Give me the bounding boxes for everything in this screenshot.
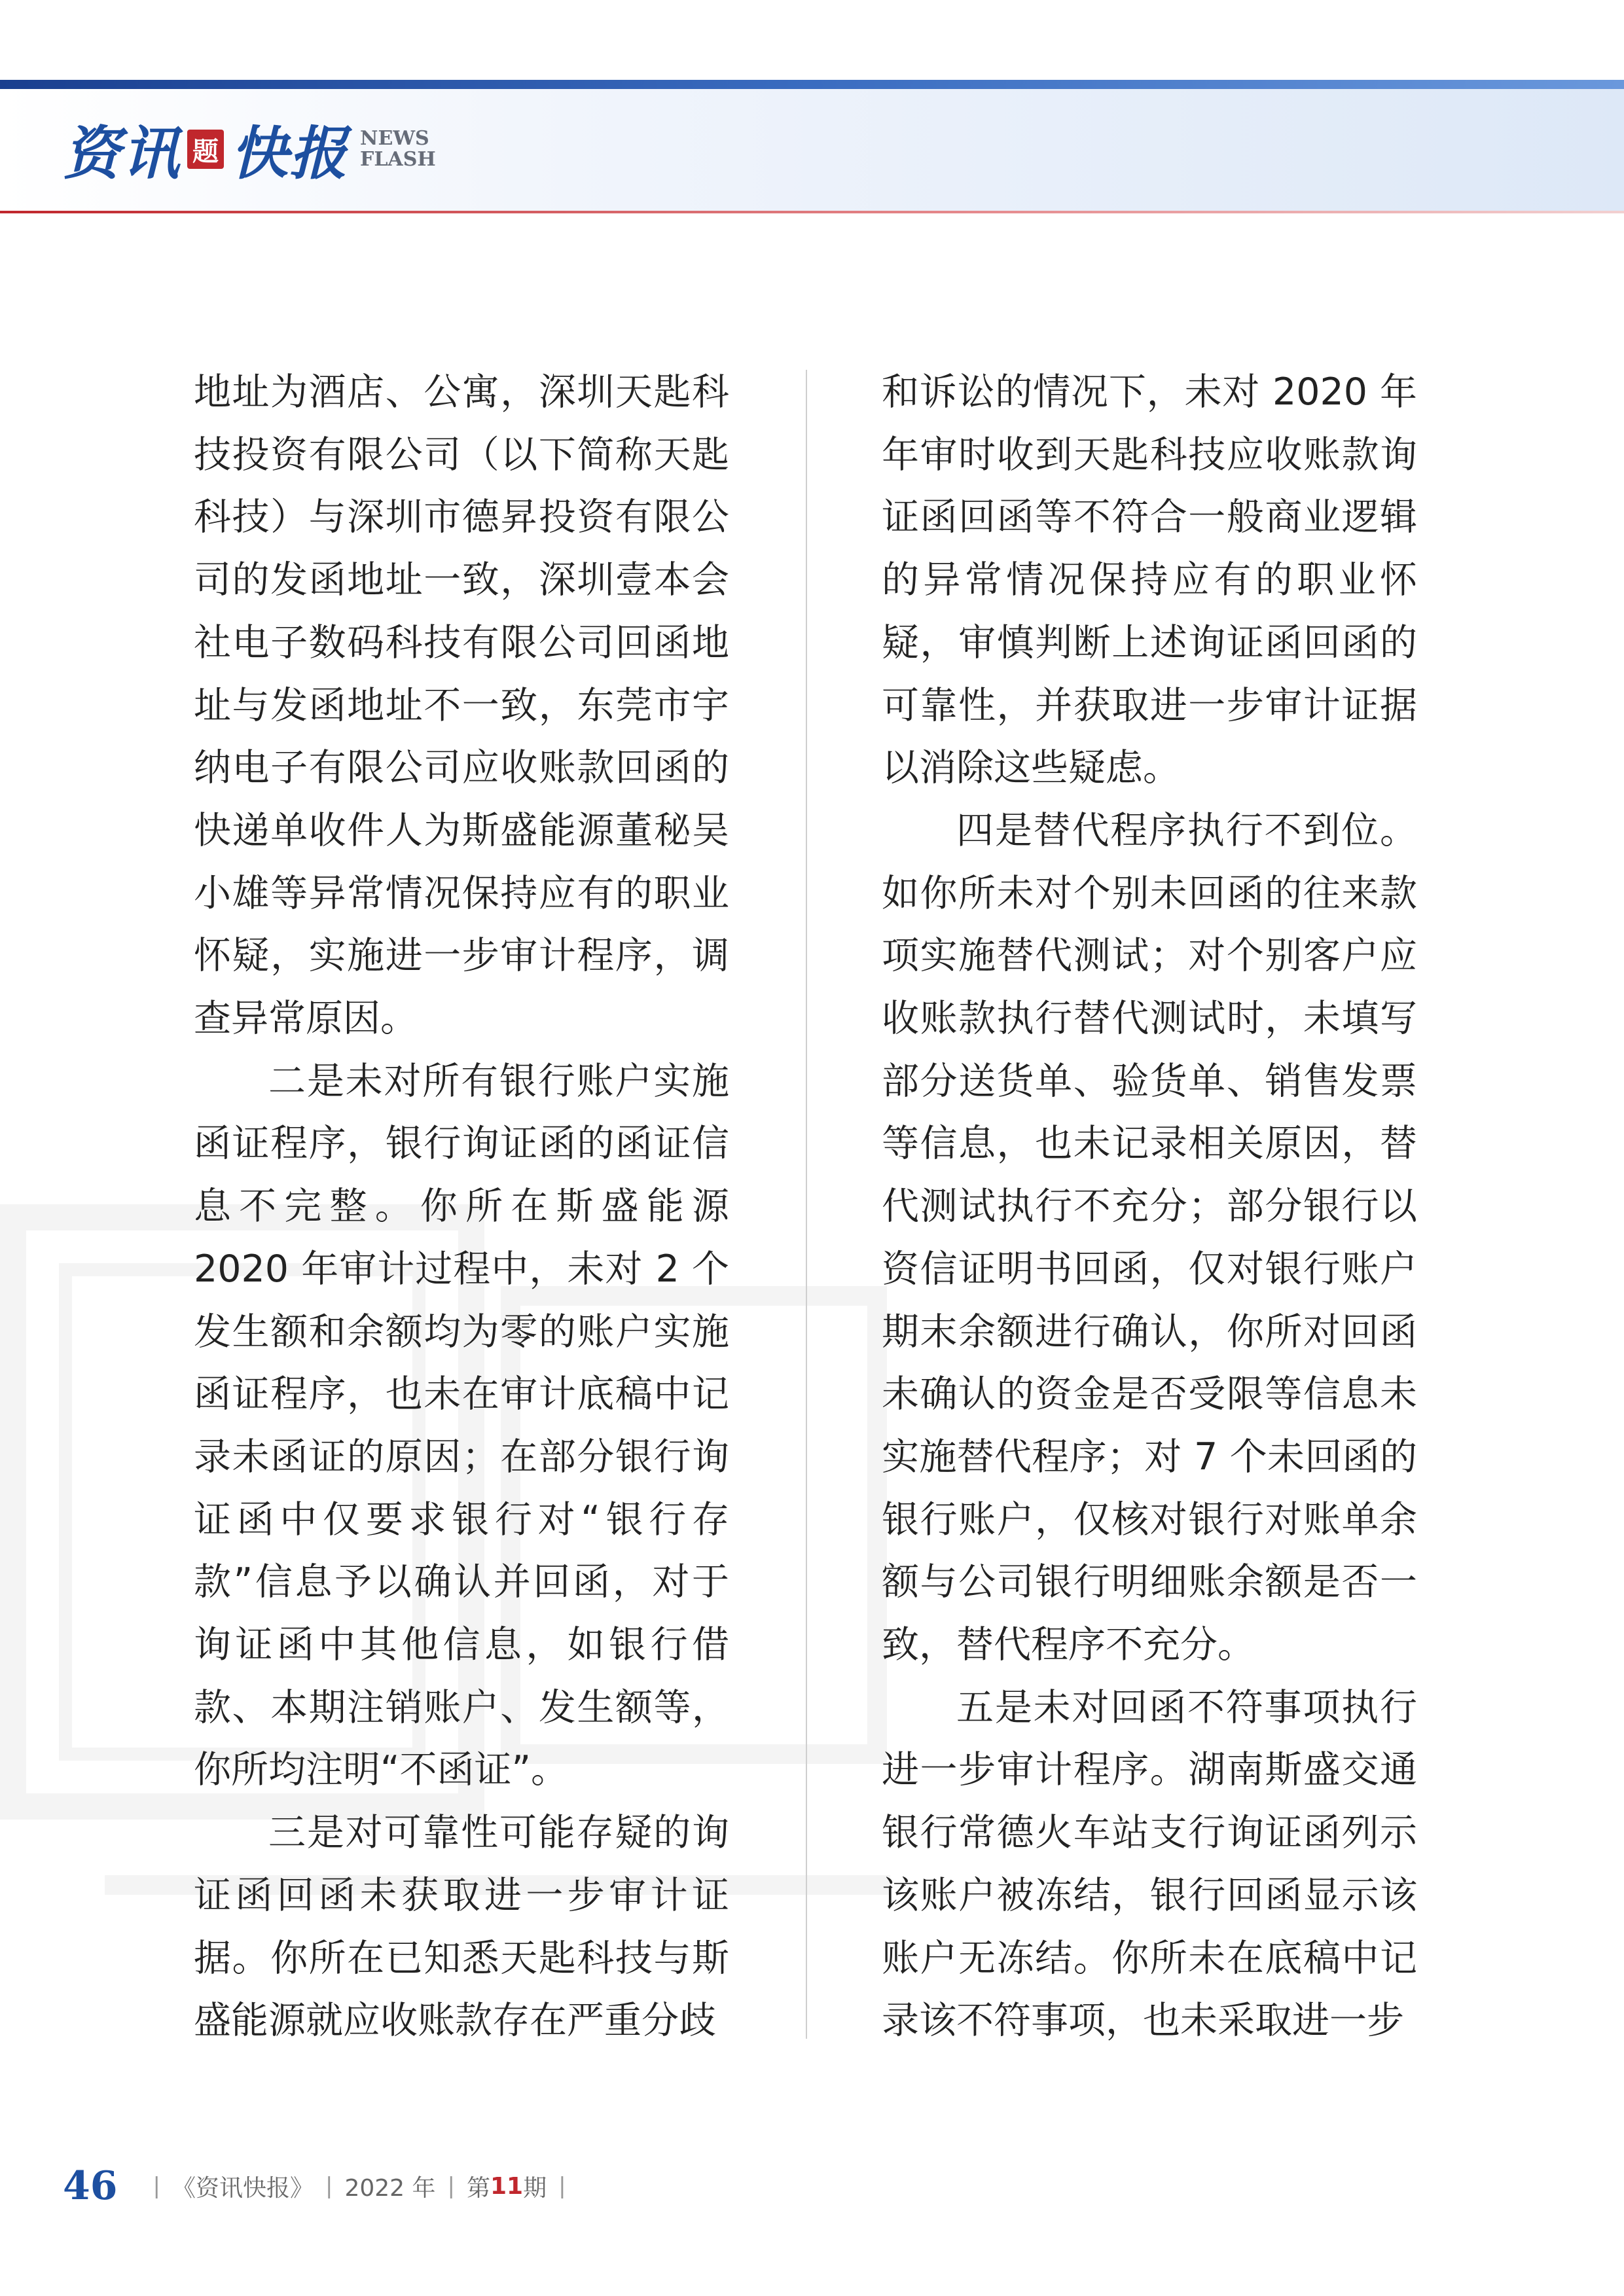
logo-en-flash: FLASH	[360, 148, 436, 171]
paragraph: 二是未对所有银行账户实施函证程序，银行询证函的函证信息不完整。你所在斯盛能源 2020 年审计过程中，未对 2 个发生额和余额均为零的账户实施函证程序，也未在审计底稿中记录未函证的原因；在部分银行询证函中仅要求银行对“银行存款”信息予以确认并回函，对于询证函中其他信息，如银行借款、本期注销账户、发生额等，你所均注明“不函证”。	[194, 1059, 729, 1792]
issue-suffix: 期	[523, 2174, 547, 2202]
page-number: 46	[63, 2163, 118, 2209]
paragraph: 四是替代程序执行不到位。如你所未对个别未回函的往来款项实施替代测试；对个别客户应收账款执行替代测试时，未填写部分送货单、验货单、销售发票等信息，也未记录相关原因，替代测试执行不充分；部分银行以资信证明书回函，仅对银行账户期末余额进行确认，你所对回函未确认的资金是否受限等信息未实施替代程序；对 7 个未回函的银行账户，仅核对银行对账单余额与公司银行明细账余额是否一致，替代程序不充分。	[882, 808, 1417, 1667]
logo-en-news: NEWS	[360, 127, 429, 150]
article-column-left	[194, 361, 729, 2053]
footer-separator: |	[325, 2173, 333, 2199]
logo-word-left: 资讯	[63, 119, 181, 187]
footer-separator: |	[558, 2173, 566, 2199]
paragraph: 和诉讼的情况下，未对 2020 年年审时收到天匙科技应收账款询证函回函等不符合一般商业逻辑的异常情况保持应有的职业怀疑，审慎判断上述询证函回函的可靠性，并获取进一步审计证据以消除这些疑虑。	[882, 370, 1417, 790]
header-rule	[0, 211, 1624, 213]
top-margin	[0, 0, 1624, 77]
paragraph: 三是对可靠性可能存疑的询证函回函未获取进一步审计证据。你所在已知悉天匙科技与斯盛能源就应收账款存在严重分歧	[194, 1811, 729, 2043]
paragraph: 地址为酒店、公寓，深圳天匙科技投资有限公司（以下简称天匙科技）与深圳市德昇投资有限公司的发函地址一致，深圳壹本会社电子数码科技有限公司回函地址与发函地址不一致，东莞市宇纳电子有限公司应收账款回函的快递单收件人为斯盛能源董秘吴小雄等异常情况保持应有的职业怀疑，实施进一步审计程序，调查异常原因。	[194, 370, 729, 1041]
publication-year: 2022 年	[344, 2174, 436, 2202]
publication-name: 《资讯快报》	[171, 2174, 314, 2202]
article-column-right	[882, 361, 1417, 2053]
column-divider	[806, 370, 807, 2039]
issue-number: 11	[490, 2172, 524, 2200]
logo-seal-icon: 题	[187, 130, 224, 169]
logo-english	[360, 128, 436, 170]
issue-prefix: 第	[466, 2174, 490, 2202]
footer-separator: |	[447, 2173, 455, 2199]
footer-separator: |	[153, 2173, 160, 2199]
paragraph: 五是未对回函不符事项执行进一步审计程序。湖南斯盛交通银行常德火车站支行询证函列示该账户被冻结，银行回函显示该账户无冻结。你所未在底稿中记录该不符事项，也未采取进一步	[882, 1685, 1417, 2043]
masthead-logo	[63, 110, 436, 188]
page-footer	[63, 2160, 578, 2212]
header-stripe	[0, 80, 1624, 89]
logo-word-right: 快报	[230, 119, 349, 187]
